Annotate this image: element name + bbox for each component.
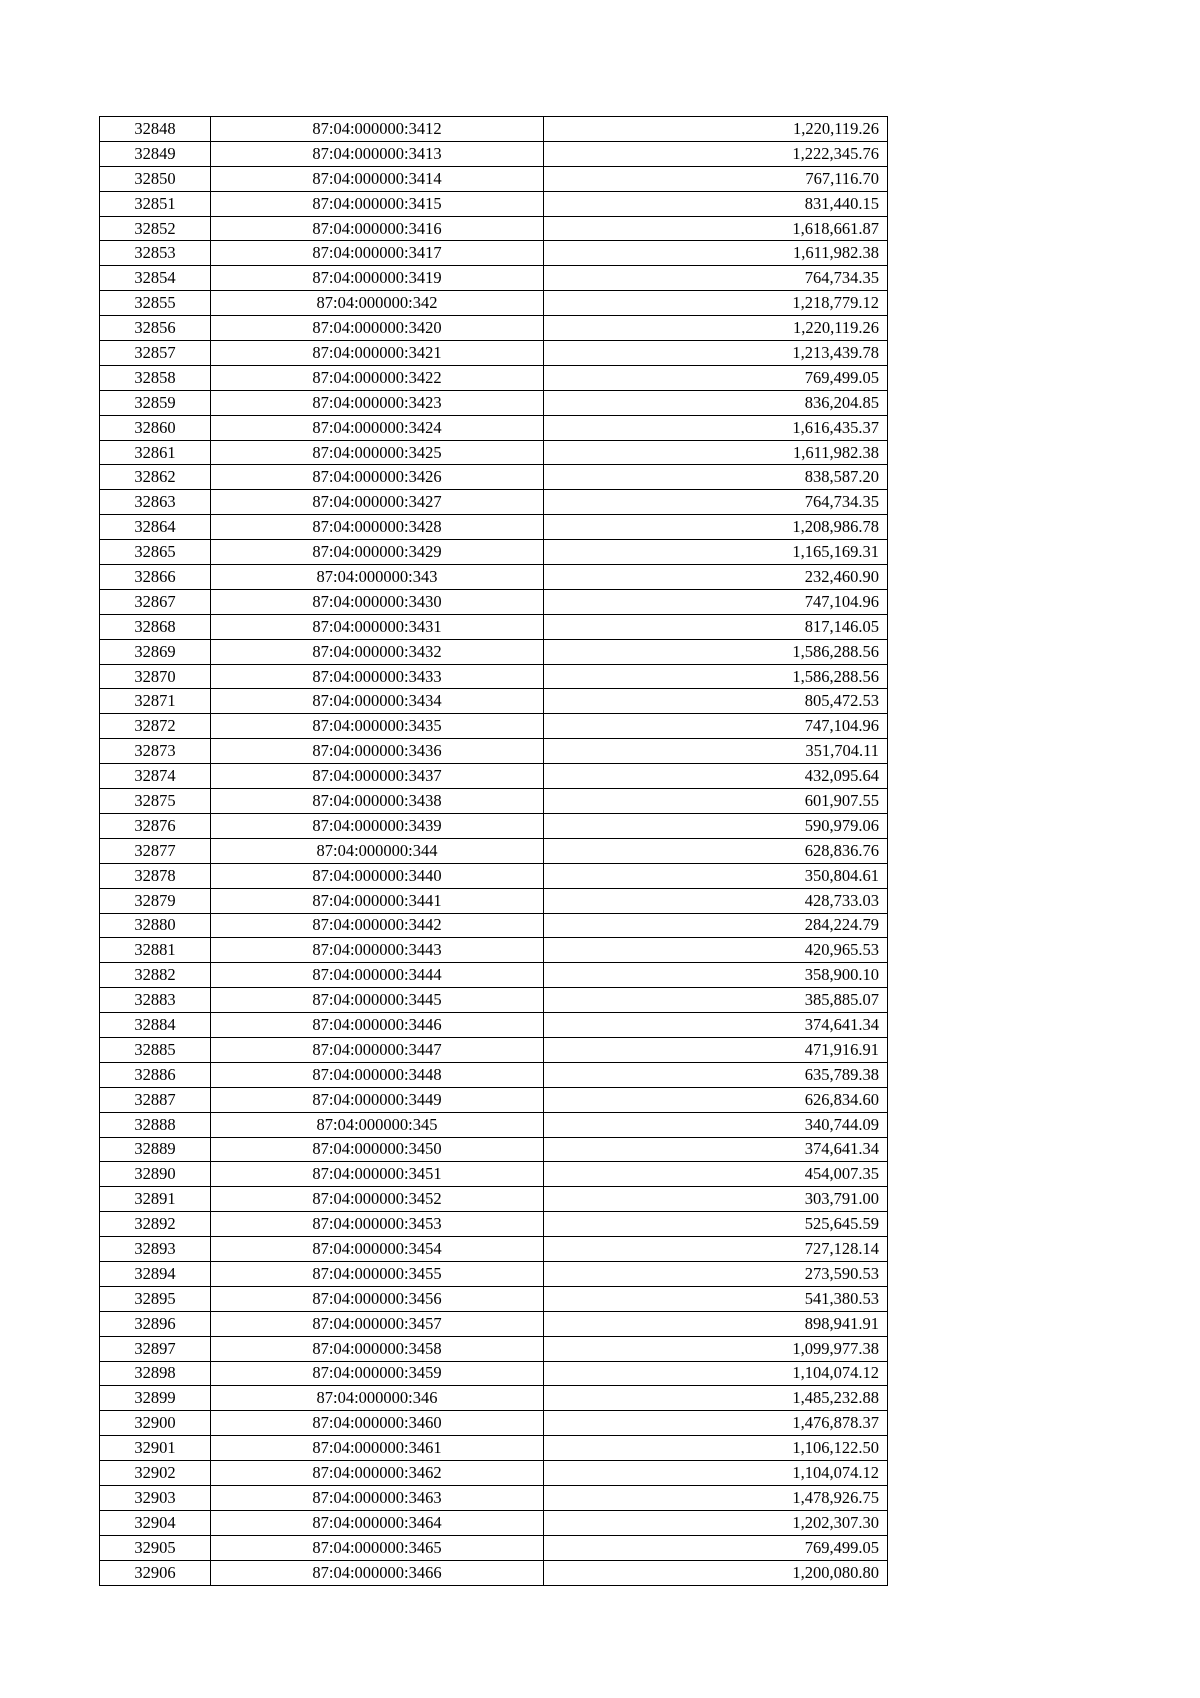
row-number-cell: 32897 [100, 1336, 211, 1361]
row-number-cell: 32849 [100, 141, 211, 166]
row-number-cell: 32869 [100, 639, 211, 664]
cadastral-number-cell: 87:04:000000:3434 [211, 689, 544, 714]
row-number-cell: 32883 [100, 988, 211, 1013]
value-cell: 831,440.15 [544, 191, 888, 216]
cadastral-number-cell: 87:04:000000:3457 [211, 1311, 544, 1336]
table-row [100, 390, 888, 415]
value-cell: 601,907.55 [544, 789, 888, 814]
cadastral-number-cell: 87:04:000000:3428 [211, 515, 544, 540]
table-row [100, 141, 888, 166]
cadastral-number-cell: 87:04:000000:3421 [211, 341, 544, 366]
value-cell: 1,106,122.50 [544, 1436, 888, 1461]
row-number-cell: 32859 [100, 390, 211, 415]
value-cell: 1,222,345.76 [544, 141, 888, 166]
table-row [100, 1485, 888, 1510]
value-cell: 1,586,288.56 [544, 639, 888, 664]
table-row [100, 1311, 888, 1336]
row-number-cell: 32879 [100, 888, 211, 913]
cadastral-number-cell: 87:04:000000:3426 [211, 465, 544, 490]
cadastral-number-cell: 87:04:000000:3466 [211, 1560, 544, 1585]
value-cell: 1,213,439.78 [544, 341, 888, 366]
cadastral-number-cell: 87:04:000000:3417 [211, 241, 544, 266]
value-cell: 1,200,080.80 [544, 1560, 888, 1585]
cadastral-number-cell: 87:04:000000:3449 [211, 1087, 544, 1112]
row-number-cell: 32886 [100, 1062, 211, 1087]
cadastral-number-cell: 87:04:000000:3459 [211, 1361, 544, 1386]
cadastral-number-cell: 87:04:000000:3436 [211, 739, 544, 764]
value-cell: 1,586,288.56 [544, 664, 888, 689]
cadastral-number-cell: 87:04:000000:3456 [211, 1286, 544, 1311]
value-cell: 747,104.96 [544, 714, 888, 739]
value-cell: 1,220,119.26 [544, 117, 888, 142]
row-number-cell: 32899 [100, 1386, 211, 1411]
table-row [100, 689, 888, 714]
table-row [100, 316, 888, 341]
value-cell: 838,587.20 [544, 465, 888, 490]
row-number-cell: 32889 [100, 1137, 211, 1162]
row-number-cell: 32895 [100, 1286, 211, 1311]
value-cell: 1,104,074.12 [544, 1361, 888, 1386]
row-number-cell: 32870 [100, 664, 211, 689]
table-row [100, 117, 888, 142]
cadastral-number-cell: 87:04:000000:3445 [211, 988, 544, 1013]
table-row [100, 191, 888, 216]
cadastral-number-cell: 87:04:000000:3462 [211, 1461, 544, 1486]
row-number-cell: 32848 [100, 117, 211, 142]
row-number-cell: 32861 [100, 440, 211, 465]
row-number-cell: 32898 [100, 1361, 211, 1386]
table-row [100, 216, 888, 241]
row-number-cell: 32857 [100, 341, 211, 366]
cadastral-number-cell: 87:04:000000:3429 [211, 540, 544, 565]
cadastral-number-cell: 87:04:000000:342 [211, 291, 544, 316]
value-cell: 626,834.60 [544, 1087, 888, 1112]
cadastral-number-cell: 87:04:000000:3443 [211, 938, 544, 963]
row-number-cell: 32876 [100, 813, 211, 838]
cadastral-number-cell: 87:04:000000:3438 [211, 789, 544, 814]
cadastral-number-cell: 87:04:000000:3448 [211, 1062, 544, 1087]
table-row [100, 1261, 888, 1286]
cadastral-number-cell: 87:04:000000:3455 [211, 1261, 544, 1286]
table-row [100, 614, 888, 639]
table-row [100, 341, 888, 366]
table-row [100, 1461, 888, 1486]
cadastral-number-cell: 87:04:000000:343 [211, 565, 544, 590]
cadastral-number-cell: 87:04:000000:346 [211, 1386, 544, 1411]
row-number-cell: 32904 [100, 1510, 211, 1535]
row-number-cell: 32874 [100, 764, 211, 789]
table-row [100, 813, 888, 838]
value-cell: 374,641.34 [544, 1137, 888, 1162]
value-cell: 284,224.79 [544, 913, 888, 938]
table-row [100, 540, 888, 565]
cadastral-number-cell: 87:04:000000:3430 [211, 589, 544, 614]
cadastral-number-cell: 87:04:000000:3427 [211, 490, 544, 515]
cadastral-number-cell: 87:04:000000:3433 [211, 664, 544, 689]
table-row [100, 1187, 888, 1212]
table-row [100, 1560, 888, 1585]
table-row [100, 291, 888, 316]
table-row [100, 664, 888, 689]
value-cell: 1,611,982.38 [544, 440, 888, 465]
table-row [100, 1037, 888, 1062]
cadastral-number-cell: 87:04:000000:344 [211, 838, 544, 863]
cadastral-number-cell: 87:04:000000:3440 [211, 863, 544, 888]
value-cell: 1,611,982.38 [544, 241, 888, 266]
table-row [100, 1137, 888, 1162]
table-row [100, 938, 888, 963]
table-row [100, 1510, 888, 1535]
value-cell: 1,476,878.37 [544, 1411, 888, 1436]
cadastral-number-cell: 87:04:000000:3454 [211, 1237, 544, 1262]
table-row [100, 1336, 888, 1361]
row-number-cell: 32892 [100, 1212, 211, 1237]
value-cell: 1,104,074.12 [544, 1461, 888, 1486]
value-cell: 817,146.05 [544, 614, 888, 639]
value-cell: 898,941.91 [544, 1311, 888, 1336]
row-number-cell: 32873 [100, 739, 211, 764]
cadastral-number-cell: 87:04:000000:3422 [211, 365, 544, 390]
table-row [100, 1062, 888, 1087]
value-cell: 525,645.59 [544, 1212, 888, 1237]
table-row [100, 838, 888, 863]
value-cell: 541,380.53 [544, 1286, 888, 1311]
value-cell: 747,104.96 [544, 589, 888, 614]
table-row [100, 266, 888, 291]
cadastral-number-cell: 87:04:000000:3437 [211, 764, 544, 789]
table-row [100, 1386, 888, 1411]
row-number-cell: 32860 [100, 415, 211, 440]
cadastral-number-cell: 87:04:000000:3432 [211, 639, 544, 664]
row-number-cell: 32893 [100, 1237, 211, 1262]
row-number-cell: 32894 [100, 1261, 211, 1286]
row-number-cell: 32852 [100, 216, 211, 241]
value-cell: 351,704.11 [544, 739, 888, 764]
row-number-cell: 32903 [100, 1485, 211, 1510]
value-cell: 836,204.85 [544, 390, 888, 415]
value-cell: 273,590.53 [544, 1261, 888, 1286]
row-number-cell: 32853 [100, 241, 211, 266]
row-number-cell: 32865 [100, 540, 211, 565]
row-number-cell: 32884 [100, 1013, 211, 1038]
table-row [100, 1112, 888, 1137]
value-cell: 1,208,986.78 [544, 515, 888, 540]
value-cell: 340,744.09 [544, 1112, 888, 1137]
value-cell: 805,472.53 [544, 689, 888, 714]
row-number-cell: 32872 [100, 714, 211, 739]
table-row [100, 565, 888, 590]
cadastral-number-cell: 87:04:000000:3415 [211, 191, 544, 216]
table-row [100, 863, 888, 888]
row-number-cell: 32890 [100, 1162, 211, 1187]
table-row [100, 1436, 888, 1461]
row-number-cell: 32902 [100, 1461, 211, 1486]
value-cell: 1,616,435.37 [544, 415, 888, 440]
row-number-cell: 32887 [100, 1087, 211, 1112]
cadastral-number-cell: 87:04:000000:3435 [211, 714, 544, 739]
data-table [99, 116, 888, 1586]
cadastral-number-cell: 87:04:000000:3463 [211, 1485, 544, 1510]
value-cell: 767,116.70 [544, 166, 888, 191]
table-body [100, 117, 888, 1586]
value-cell: 764,734.35 [544, 266, 888, 291]
cadastral-number-cell: 87:04:000000:3431 [211, 614, 544, 639]
table-row [100, 415, 888, 440]
table-row [100, 639, 888, 664]
row-number-cell: 32854 [100, 266, 211, 291]
value-cell: 385,885.07 [544, 988, 888, 1013]
value-cell: 432,095.64 [544, 764, 888, 789]
table-row [100, 166, 888, 191]
table-row [100, 1013, 888, 1038]
cadastral-number-cell: 87:04:000000:3444 [211, 963, 544, 988]
table-row [100, 888, 888, 913]
table-row [100, 589, 888, 614]
table-row [100, 1411, 888, 1436]
row-number-cell: 32851 [100, 191, 211, 216]
row-number-cell: 32875 [100, 789, 211, 814]
value-cell: 1,485,232.88 [544, 1386, 888, 1411]
table-row [100, 1535, 888, 1560]
cadastral-number-cell: 87:04:000000:3416 [211, 216, 544, 241]
value-cell: 769,499.05 [544, 365, 888, 390]
cadastral-number-cell: 87:04:000000:3413 [211, 141, 544, 166]
row-number-cell: 32896 [100, 1311, 211, 1336]
cadastral-number-cell: 87:04:000000:3420 [211, 316, 544, 341]
value-cell: 232,460.90 [544, 565, 888, 590]
cadastral-number-cell: 87:04:000000:3452 [211, 1187, 544, 1212]
row-number-cell: 32906 [100, 1560, 211, 1585]
row-number-cell: 32877 [100, 838, 211, 863]
cadastral-number-cell: 87:04:000000:345 [211, 1112, 544, 1137]
value-cell: 454,007.35 [544, 1162, 888, 1187]
value-cell: 374,641.34 [544, 1013, 888, 1038]
row-number-cell: 32850 [100, 166, 211, 191]
value-cell: 769,499.05 [544, 1535, 888, 1560]
cadastral-number-cell: 87:04:000000:3423 [211, 390, 544, 415]
value-cell: 350,804.61 [544, 863, 888, 888]
value-cell: 764,734.35 [544, 490, 888, 515]
row-number-cell: 32880 [100, 913, 211, 938]
value-cell: 628,836.76 [544, 838, 888, 863]
row-number-cell: 32856 [100, 316, 211, 341]
cadastral-number-cell: 87:04:000000:3453 [211, 1212, 544, 1237]
cadastral-number-cell: 87:04:000000:3458 [211, 1336, 544, 1361]
value-cell: 428,733.03 [544, 888, 888, 913]
table-row [100, 1286, 888, 1311]
cadastral-number-cell: 87:04:000000:3465 [211, 1535, 544, 1560]
table-row [100, 515, 888, 540]
table-row [100, 963, 888, 988]
value-cell: 303,791.00 [544, 1187, 888, 1212]
value-cell: 1,218,779.12 [544, 291, 888, 316]
table-row [100, 988, 888, 1013]
value-cell: 1,618,661.87 [544, 216, 888, 241]
cadastral-number-cell: 87:04:000000:3460 [211, 1411, 544, 1436]
table-row [100, 789, 888, 814]
value-cell: 1,202,307.30 [544, 1510, 888, 1535]
row-number-cell: 32862 [100, 465, 211, 490]
cadastral-number-cell: 87:04:000000:3441 [211, 888, 544, 913]
cadastral-number-cell: 87:04:000000:3464 [211, 1510, 544, 1535]
row-number-cell: 32900 [100, 1411, 211, 1436]
row-number-cell: 32855 [100, 291, 211, 316]
value-cell: 1,165,169.31 [544, 540, 888, 565]
table-row [100, 465, 888, 490]
table-row [100, 1162, 888, 1187]
table-row [100, 440, 888, 465]
value-cell: 471,916.91 [544, 1037, 888, 1062]
table-row [100, 764, 888, 789]
row-number-cell: 32867 [100, 589, 211, 614]
value-cell: 420,965.53 [544, 938, 888, 963]
cadastral-number-cell: 87:04:000000:3424 [211, 415, 544, 440]
row-number-cell: 32866 [100, 565, 211, 590]
cadastral-number-cell: 87:04:000000:3450 [211, 1137, 544, 1162]
row-number-cell: 32863 [100, 490, 211, 515]
cadastral-number-cell: 87:04:000000:3461 [211, 1436, 544, 1461]
row-number-cell: 32858 [100, 365, 211, 390]
row-number-cell: 32882 [100, 963, 211, 988]
value-cell: 1,478,926.75 [544, 1485, 888, 1510]
value-cell: 1,099,977.38 [544, 1336, 888, 1361]
row-number-cell: 32891 [100, 1187, 211, 1212]
value-cell: 727,128.14 [544, 1237, 888, 1262]
table-row [100, 365, 888, 390]
table-row [100, 1361, 888, 1386]
table-row [100, 1212, 888, 1237]
cadastral-number-cell: 87:04:000000:3419 [211, 266, 544, 291]
row-number-cell: 32888 [100, 1112, 211, 1137]
table-row [100, 490, 888, 515]
table-row [100, 1087, 888, 1112]
row-number-cell: 32871 [100, 689, 211, 714]
table-row [100, 241, 888, 266]
table-row [100, 714, 888, 739]
cadastral-number-cell: 87:04:000000:3442 [211, 913, 544, 938]
cadastral-number-cell: 87:04:000000:3439 [211, 813, 544, 838]
table-row [100, 739, 888, 764]
table-row [100, 1237, 888, 1262]
value-cell: 590,979.06 [544, 813, 888, 838]
row-number-cell: 32901 [100, 1436, 211, 1461]
cadastral-number-cell: 87:04:000000:3446 [211, 1013, 544, 1038]
cadastral-number-cell: 87:04:000000:3412 [211, 117, 544, 142]
cadastral-number-cell: 87:04:000000:3451 [211, 1162, 544, 1187]
row-number-cell: 32881 [100, 938, 211, 963]
value-cell: 635,789.38 [544, 1062, 888, 1087]
value-cell: 1,220,119.26 [544, 316, 888, 341]
value-cell: 358,900.10 [544, 963, 888, 988]
row-number-cell: 32878 [100, 863, 211, 888]
row-number-cell: 32885 [100, 1037, 211, 1062]
cadastral-number-cell: 87:04:000000:3425 [211, 440, 544, 465]
row-number-cell: 32905 [100, 1535, 211, 1560]
row-number-cell: 32868 [100, 614, 211, 639]
row-number-cell: 32864 [100, 515, 211, 540]
cadastral-number-cell: 87:04:000000:3414 [211, 166, 544, 191]
table-row [100, 913, 888, 938]
cadastral-number-cell: 87:04:000000:3447 [211, 1037, 544, 1062]
